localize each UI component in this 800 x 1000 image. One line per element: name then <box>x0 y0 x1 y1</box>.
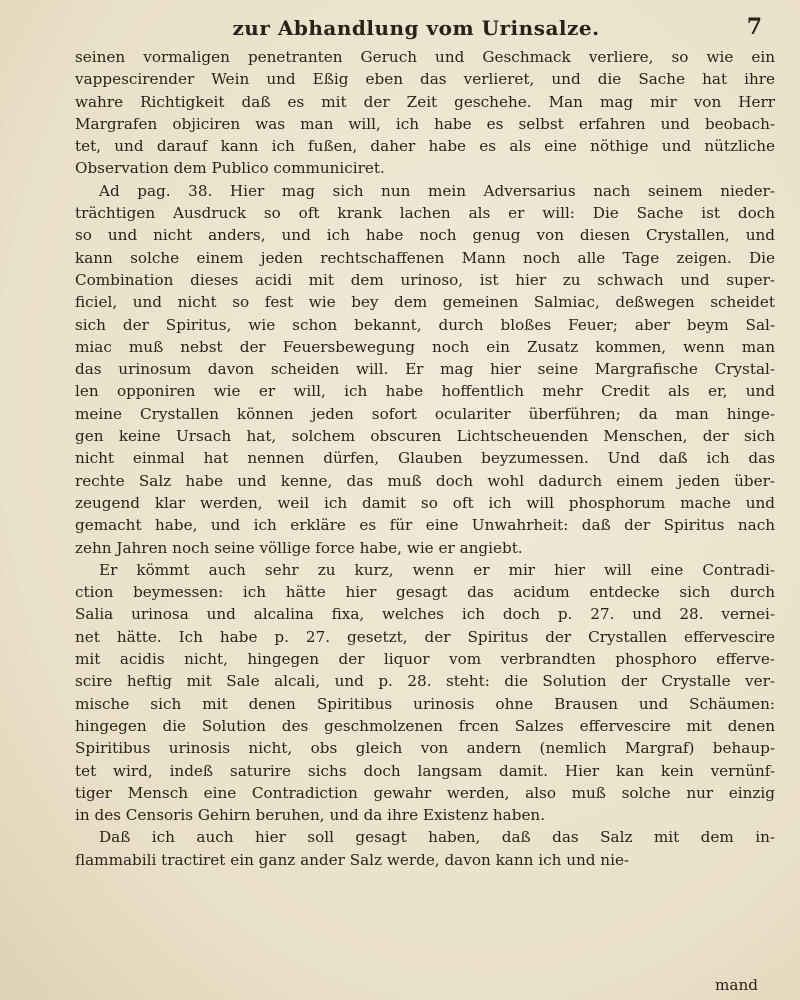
text-line: Margrafen objiciren was man will, ich habe es selbst erfahren und beobach- <box>75 114 775 133</box>
text-line: sich der Spiritus, wie schon bekannt, durch bloßes Feuer; aber beym Sal- <box>75 315 775 334</box>
text-line: ction beymessen: ich hätte hier gesagt das acidum entdecke sich durch <box>75 583 775 602</box>
text-line: rechte Salz habe und kenne, das muß doch wohl dadurch einem jeden über- <box>75 471 775 490</box>
text-line: mit acidis nicht, hingegen der liquor vom verbrandten phosphoro efferve- <box>75 650 775 669</box>
paragraph <box>75 46 775 180</box>
paragraph <box>75 559 775 827</box>
text-line: Er kömmt auch sehr zu kurz, wenn er mir hier will eine Contradi- <box>99 560 775 579</box>
text-line: tet wird, indeß saturire sichs doch langsam damit. Hier kan kein vernünf- <box>75 761 775 780</box>
text-line: net hätte. Ich habe p. 27. gesetzt, der Spiritus der Crystallen effervescire <box>75 627 775 646</box>
text-line: scire heftig mit Sale alcali, und p. 28. steht: die Solution der Crystalle ver- <box>75 672 775 691</box>
text-line: mische sich mit denen Spiritibus urinosis ohne Brausen und Schäumen: <box>75 694 775 713</box>
text-line: das urinosum davon scheiden will. Er mag hier seine Margrafische Crystal- <box>75 360 775 379</box>
text-line: tet, und darauf kann ich fußen, daher habe es als eine nöthige und nützliche <box>75 137 775 156</box>
text-line: zeugend klar werden, weil ich damit so oft ich will phosphorum mache und <box>75 493 775 512</box>
text-line: seinen vormaligen penetranten Geruch und Geschmack verliere, so wie ein <box>75 48 775 66</box>
text-line: ficiel, und nicht so fest wie bey dem gemeinen Salmiac, deßwegen scheidet <box>75 293 775 312</box>
text-line: tiger Mensch eine Contradiction gewahr werden, also muß solche nur einzig <box>75 783 775 802</box>
text-line: gen keine Ursach hat, solchem obscuren Lichtscheuenden Menschen, der sich <box>75 427 775 446</box>
text-line: zehn Jahren noch seine völlige force habe, wie er angiebt. <box>75 538 523 557</box>
paragraph <box>75 180 775 559</box>
text-line: len opponiren wie er will, ich habe hoffentlich mehr Credit als er, und <box>75 382 775 401</box>
text-line: meine Crystallen können jeden sofort oculariter überführen; da man hinge- <box>75 404 775 423</box>
text-line: nicht einmal hat nennen dürfen, Glauben beyzumessen. Und daß ich das <box>75 449 775 468</box>
text-line: Ad pag. 38. Hier mag sich nun mein Adversarius nach seinem nieder- <box>99 181 775 200</box>
text-line: Salia urinosa und alcalina fixa, welches ich doch p. 27. und 28. vernei- <box>75 605 775 624</box>
running-head: zur Abhandlung vom Urinsalze. <box>232 16 600 40</box>
body-text <box>75 46 775 871</box>
text-line: so und nicht anders, und ich habe noch genug von diesen Crystallen, und <box>75 226 775 245</box>
text-line: wahre Richtigkeit daß es mit der Zeit geschehe. Man mag mir von Herr <box>75 92 775 111</box>
paragraph <box>75 826 775 871</box>
text-line: Daß ich auch hier soll gesagt haben, daß das Salz mit dem in- <box>99 828 775 847</box>
text-line: flammabili tractiret ein ganz ander Salz werde, davon kann ich und nie- <box>75 850 630 869</box>
catchword: mand <box>715 976 758 994</box>
text-line: hingegen die Solution des geschmolzenen frcen Salzes effervescire mit denen <box>75 716 775 735</box>
text-line: kann solche einem jeden rechtschaffenen Mann noch alle Tage zeigen. Die <box>75 248 775 267</box>
text-line: trächtigen Ausdruck so oft krank lachen als er will: Die Sache ist doch <box>75 204 775 223</box>
text-line: miac muß nebst der Feuersbewegung noch ein Zusatz kommen, wenn man <box>75 337 775 356</box>
page-header <box>60 10 772 50</box>
text-line: gemacht habe, und ich erkläre es für eine Unwahrheit: daß der Spiritus nach <box>75 516 775 535</box>
text-line: in des Censoris Gehirn beruhen, und da ihre Existenz haben. <box>75 806 546 825</box>
text-line: vappescirender Wein und Eßig eben das verlieret, und die Sache hat ihre <box>75 70 775 89</box>
text-line: Observation dem Publico communiciret. <box>75 159 385 178</box>
text-line: Combination dieses acidi mit dem urinoso, ist hier zu schwach und super- <box>75 270 775 289</box>
text-line: Spiritibus urinosis nicht, obs gleich von andern (nemlich Margraf) behaup- <box>75 739 775 758</box>
page-number: 7 <box>746 14 762 40</box>
